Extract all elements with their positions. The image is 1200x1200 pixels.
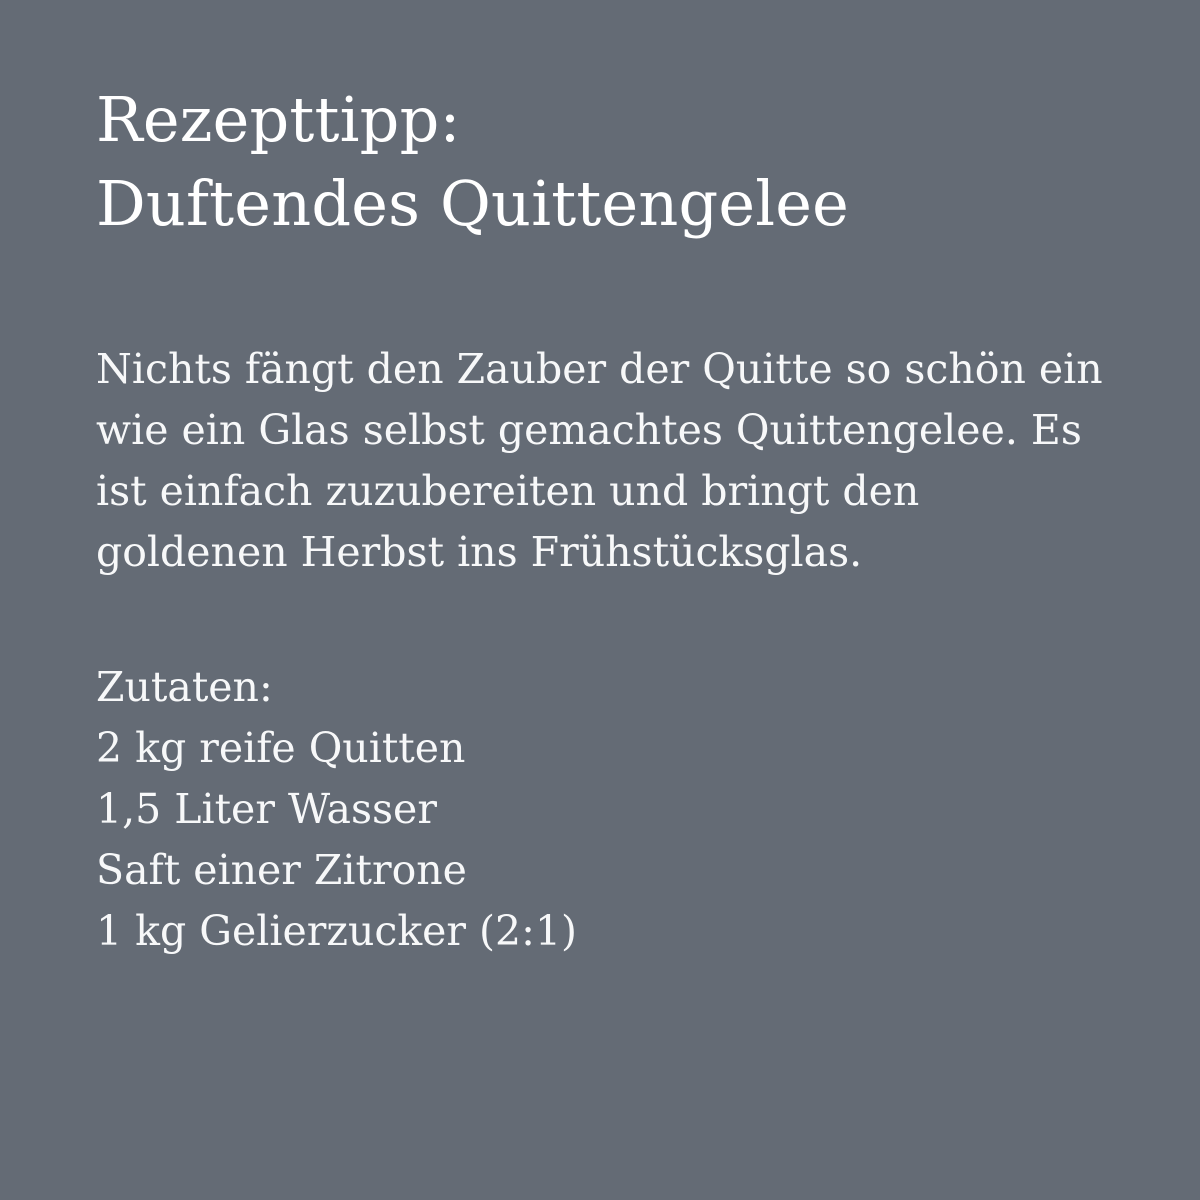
ingredients-heading: Zutaten: [96,662,273,711]
list-item: 1 kg Gelierzucker (2:1) [96,907,578,956]
ingredients-list [96,718,1104,962]
page-title-line-1: Rezepttipp: [96,83,461,156]
list-item: 2 kg reife Quitten [96,724,466,773]
ingredients-section [96,583,1104,962]
list-item: 1,5 Liter Wasser [96,785,437,834]
page-title-line-2: Duftendes Quittengelee [96,167,850,241]
intro-paragraph: Nichts fängt den Zauber der Quitte so schön ein wie ein Glas selbst gemachtes Quittengelee. Es ist einfach zuzubereiten und bringt den goldenen Herbst ins Frühstücksglas. [96,344,1103,576]
list-item: Saft einer Zitrone [96,846,467,895]
page-title [96,78,1104,247]
